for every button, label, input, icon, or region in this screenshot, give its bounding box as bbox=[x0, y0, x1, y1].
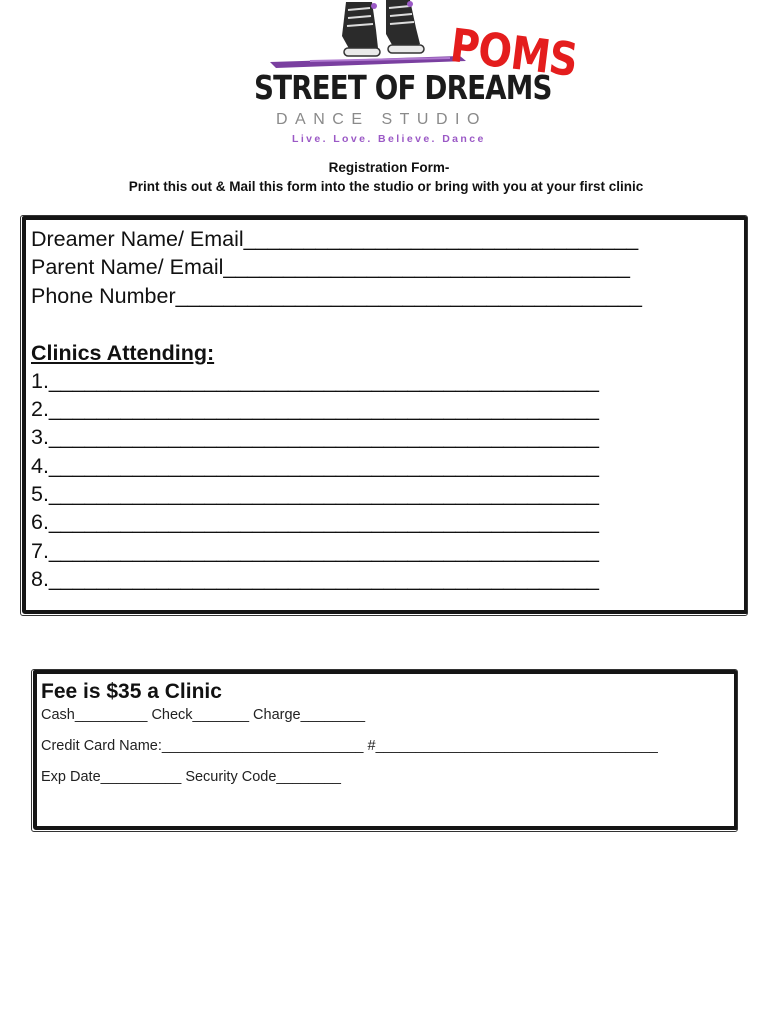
credit-card-line[interactable]: Credit Card Name:_________________________ #___________________________________ bbox=[41, 738, 658, 754]
exp-security-line[interactable]: Exp Date__________ Security Code________ bbox=[41, 769, 341, 785]
clinic-line-8[interactable]: 8.______________________________________________ bbox=[31, 567, 599, 591]
clinic-line-1[interactable]: 1.______________________________________________ bbox=[31, 369, 599, 393]
parent-name-email-field[interactable]: Parent Name/ Email__________________________________ bbox=[31, 255, 630, 279]
clinic-line-3[interactable]: 3.______________________________________________ bbox=[31, 425, 599, 449]
clinic-line-5[interactable]: 5.______________________________________________ bbox=[31, 482, 599, 506]
registration-info-box bbox=[22, 216, 748, 614]
dreamer-name-email-field[interactable]: Dreamer Name/ Email_________________________________ bbox=[31, 227, 639, 251]
phone-number-field[interactable]: Phone Number_______________________________________ bbox=[31, 284, 642, 308]
fee-title: Fee is $35 a Clinic bbox=[41, 680, 222, 703]
studio-logo bbox=[250, 0, 600, 150]
brand-subtitle: DANCE STUDIO bbox=[276, 111, 487, 128]
clinic-line-2[interactable]: 2.______________________________________________ bbox=[31, 397, 599, 421]
clinic-line-4[interactable]: 4.______________________________________________ bbox=[31, 454, 599, 478]
form-title: Registration Form- bbox=[328, 160, 450, 175]
clinic-line-6[interactable]: 6.______________________________________________ bbox=[31, 510, 599, 534]
form-instructions: Print this out & Mail this form into the studio or bring with you at your first clinic bbox=[128, 179, 644, 194]
payment-method-line[interactable]: Cash_________ Check_______ Charge________ bbox=[41, 707, 366, 723]
brand-name: STREET OF DREAMS bbox=[254, 68, 552, 107]
clinic-line-7[interactable]: 7.______________________________________________ bbox=[31, 539, 599, 563]
brand-tagline: Live. Love. Believe. Dance bbox=[292, 133, 486, 145]
fee-payment-box bbox=[33, 670, 738, 830]
poms-badge: POMS bbox=[447, 18, 581, 88]
clinics-attending-heading: Clinics Attending: bbox=[31, 341, 215, 365]
